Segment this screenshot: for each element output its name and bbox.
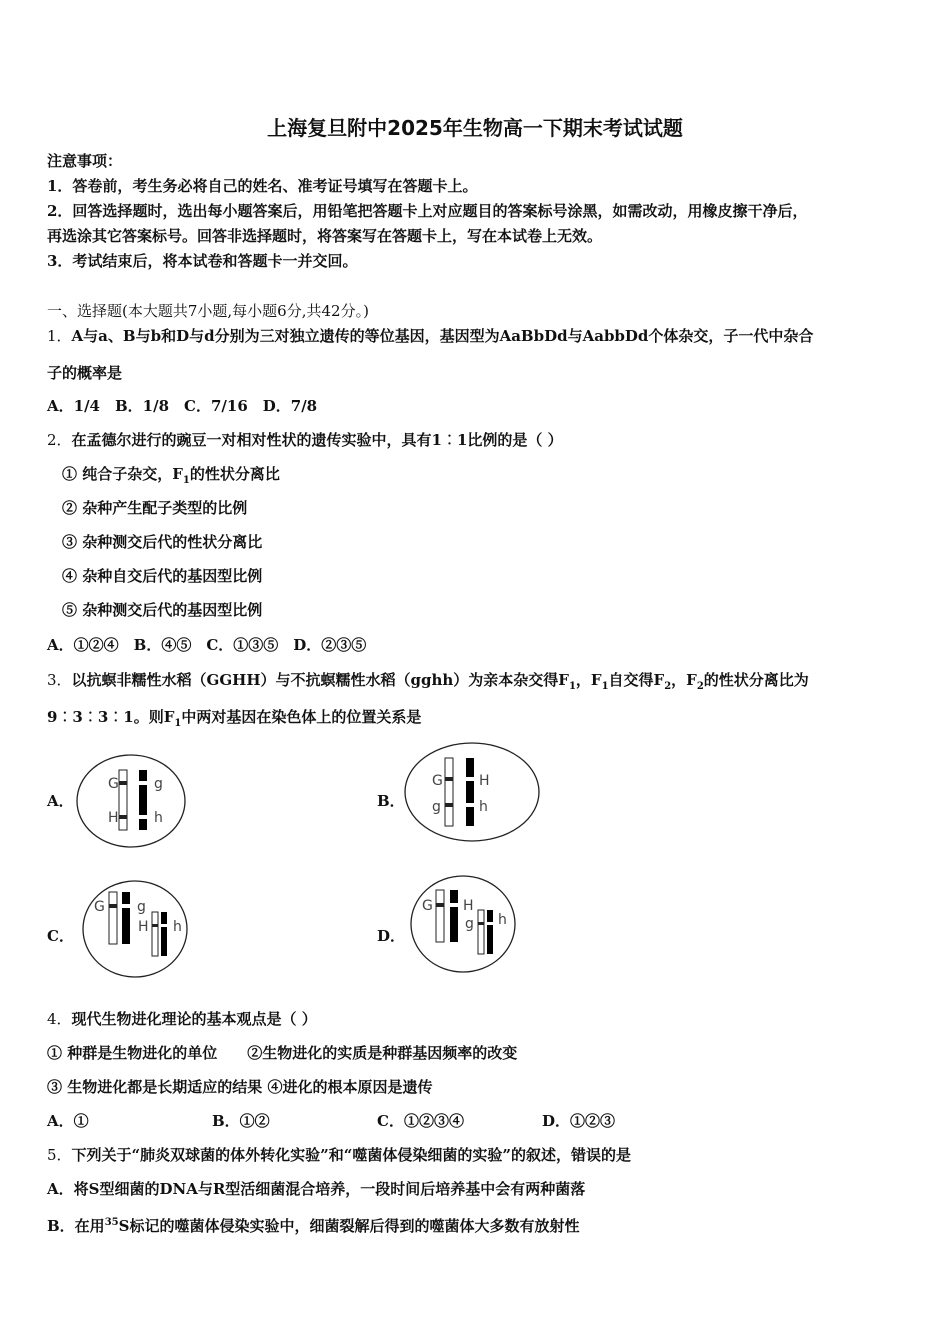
gene-label: g — [432, 799, 441, 815]
chromosome-black-small — [161, 912, 167, 956]
gene-label: g — [137, 899, 146, 915]
question-5-option-b: B．在用$^{35}$S标记的噬菌体侵染实验中，细菌裂解后得到的噬菌体大多数有放射性 — [47, 1217, 580, 1235]
gene-locus-H — [450, 903, 458, 907]
gene-locus-g — [139, 781, 147, 785]
chromosome-white — [109, 892, 117, 944]
question-5 — [47, 1145, 631, 1165]
gene-label: G — [422, 898, 433, 914]
cell-diagram-c — [80, 878, 190, 980]
gene-label: g — [154, 776, 163, 792]
notice-item-1: 1．答卷前，考生务必将自己的姓名、准考证号填写在答题卡上。 — [47, 177, 478, 195]
cell-diagram-d — [408, 872, 518, 976]
question-2-item-4: ④ 杂种自交后代的基因型比例 — [62, 567, 263, 585]
question-2-item-2: ② 杂种产生配子类型的比例 — [62, 499, 248, 517]
notice-item-2-cont: 再选涂其它答案标号。回答非选择题时，将答案写在答题卡上，写在本试卷上无效。 — [47, 227, 603, 245]
gene-locus-h — [466, 803, 474, 807]
gene-label: g — [465, 916, 474, 932]
question-3-cont: 9︰3︰3︰1。则$F_1$中两对基因在染色体上的位置关系是 — [47, 708, 422, 729]
chromosome-white — [436, 890, 444, 942]
gene-locus-g — [445, 803, 453, 807]
question-text: A与a、B与b和D与d分别为三对独立遗传的等位基因，基因型为AaBbDd与AabbDd个体杂交，子一代中杂合 — [71, 327, 814, 345]
gene-locus-H — [466, 777, 474, 781]
notice-item-3: 3．考试结束后，将本试卷和答题卡一并交回。 — [47, 252, 358, 270]
gene-locus-G — [436, 903, 444, 907]
gene-label: H — [463, 898, 474, 914]
cell-diagram-a — [76, 752, 188, 850]
gene-locus-h — [487, 922, 493, 925]
subscript: 1 — [182, 475, 190, 486]
gene-locus-g — [122, 904, 130, 908]
chromosome-black — [466, 758, 474, 826]
gene-label: h — [479, 799, 488, 815]
question-text: 在孟德尔进行的豌豆一对相对性状的遗传实验中，具有1︰1比例的是（ ） — [71, 431, 563, 449]
gene-label: h — [498, 912, 507, 928]
question-1 — [47, 326, 813, 346]
gene-label: G — [94, 899, 105, 915]
gene-label: H — [138, 919, 149, 935]
notice-heading: 注意事项： — [47, 152, 123, 170]
question-4-option-d: D．①②③ — [542, 1112, 616, 1130]
question-text: 下列关于“肺炎双球菌的体外转化实验”和“噬菌体侵染细菌的实验”的叙述，错误的是 — [71, 1146, 632, 1164]
question-4-option-b: B．①② — [212, 1112, 270, 1130]
question-4 — [47, 1009, 317, 1029]
question-2 — [47, 430, 563, 450]
gene-locus-h — [139, 815, 147, 819]
gene-locus-h — [161, 924, 167, 927]
cell-diagram-b — [402, 740, 542, 844]
question-number: 4． — [47, 1010, 72, 1028]
gene-label: H — [108, 810, 119, 826]
question-4-option-c: C．①②③④ — [377, 1112, 464, 1130]
gene-locus-G — [109, 904, 117, 908]
question-number: 1． — [47, 327, 72, 345]
option-b-label: B． — [377, 792, 405, 810]
cell-outline — [83, 881, 187, 977]
chromosome-white-small — [152, 912, 158, 956]
question-1-options: A．1/4 B．1/8 C．7/16 D．7/8 — [47, 397, 318, 415]
question-5-option-a: A．将S型细菌的DNA与R型活细菌混合培养，一段时间后培养基中会有两种菌落 — [47, 1180, 586, 1198]
question-2-item-3: ③ 杂种测交后代的性状分离比 — [62, 533, 263, 551]
chromosome-black-small — [487, 910, 493, 954]
question-1-cont: 子的概率是 — [47, 364, 123, 382]
gene-label: G — [432, 773, 443, 789]
gene-label: G — [108, 776, 119, 792]
notice-item-2: 2．回答选择题时，选出每小题答案后，用铅笔把答题卡上对应题目的答案标号涂黑，如需改动，用橡皮擦干净后， — [47, 202, 808, 220]
chromosome-white — [445, 758, 453, 826]
question-number: 3． — [47, 671, 72, 689]
question-number: 5． — [47, 1146, 72, 1164]
gene-locus-H — [119, 815, 127, 819]
cell-outline — [77, 755, 185, 847]
question-2-item-1 — [62, 464, 280, 491]
page-title: 上海复旦附中2025年生物高一下期末考试试题 — [267, 116, 683, 140]
section-heading: 一、选择题(本大题共7小题,每小题6分,共42分。) — [47, 302, 369, 320]
gene-label: h — [173, 919, 182, 935]
item-text: ① 纯合子杂交，F — [62, 465, 183, 483]
chromosome-black — [122, 892, 130, 944]
question-number: 2． — [47, 431, 72, 449]
chromosome-white-small — [478, 910, 484, 954]
gene-locus-G — [445, 777, 453, 781]
question-2-options: A．①②④ B．④⑤ C．①③⑤ D．②③⑤ — [47, 636, 367, 654]
item-text: 的性状分离比 — [189, 465, 280, 483]
question-4-line-3: ③ 生物进化都是长期适应的结果 ④进化的根本原因是遗传 — [47, 1078, 433, 1096]
gene-label: H — [479, 773, 490, 789]
option-c-label: C． — [47, 927, 74, 945]
chromosome-white — [119, 770, 127, 830]
option-a-label: A． — [47, 792, 74, 810]
chromosome-black — [450, 890, 458, 942]
gene-locus-G — [119, 781, 127, 785]
gene-locus-H — [152, 924, 158, 927]
gene-label: h — [154, 810, 163, 826]
question-text: 以抗螟非糯性水稻（GGHH）与不抗螟糯性水稻（gghh）为亲本杂交得$F_1$，$F_1$自交得$F_2$，$F_2$的性状分离比为 — [71, 671, 809, 692]
question-2-item-5: ⑤ 杂种测交后代的基因型比例 — [62, 601, 263, 619]
question-4-option-a: A．① — [47, 1112, 89, 1130]
question-text: 现代生物进化理论的基本观点是（ ） — [71, 1010, 317, 1028]
question-3 — [47, 670, 809, 697]
option-d-label: D． — [377, 927, 406, 945]
gene-locus-g — [478, 922, 484, 925]
chromosome-black — [139, 770, 147, 830]
question-4-line-2: ① 种群是生物进化的单位 ②生物进化的实质是种群基因频率的改变 — [47, 1044, 518, 1062]
